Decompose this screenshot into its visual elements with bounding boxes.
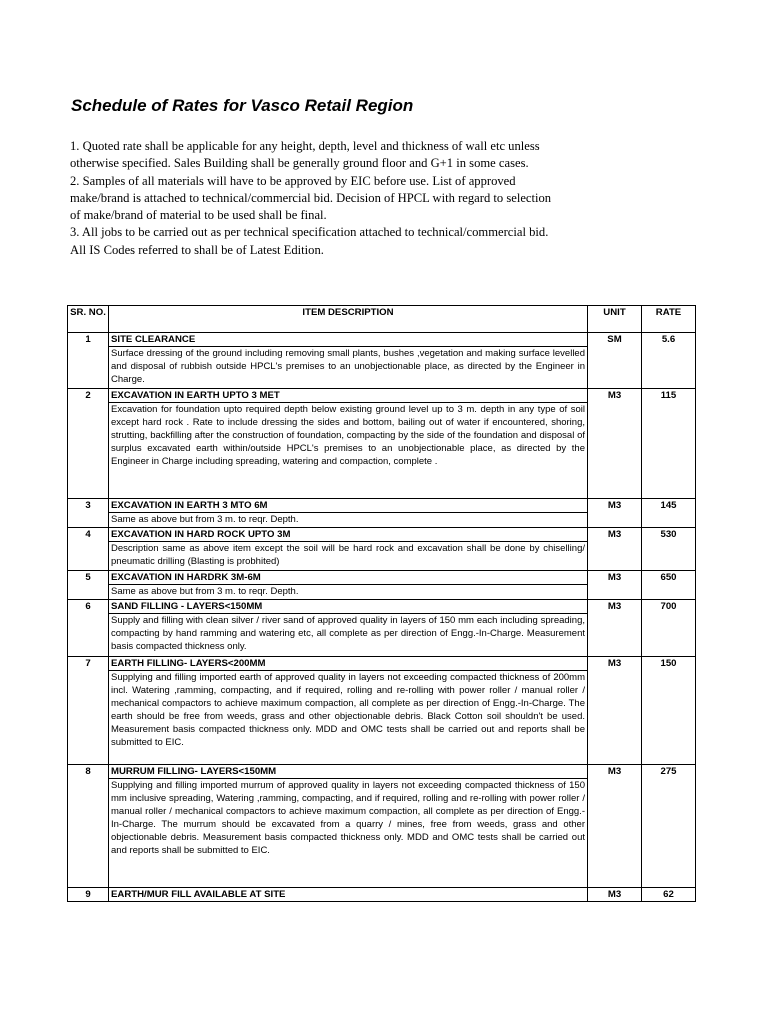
header-unit: UNIT [588,306,642,333]
row-unit: M3 [588,765,642,888]
row-item-description: Excavation for foundation upto required depth below existing ground level up to 3 m. depth in any type of soil except hard rock . Rate to include dressing the sides and bottom, bailing out of water if encountered, shoring, strutting, backfilling after the construction of foundation, compacting by the side of the foundation and disposal of surplus excavated earth within/outside HPCL's premises to an unobjectionable place, as directed by the Engineer in Charge including spreading, watering and compaction, complete . [109,403,588,499]
row-unit: M3 [588,389,642,499]
row-sr-no: 8 [68,765,109,888]
row-rate: 700 [642,600,696,657]
note-item: 1. Quoted rate shall be applicable for any height, depth, level and thickness of wall etc unless otherwise specified. Sales Building shall be generally ground floor and G+1 in some cases. [70,139,540,171]
header-sr-no: SR. NO. [68,306,109,333]
notes-section [70,138,560,259]
row-sr-no: 6 [68,600,109,657]
row-item-description: Surface dressing of the ground including removing small plants, bushes ,vegetation and making surface levelled and disposal of rubbish outside HPCL's premises to an unobjectionable place, as directed by the Engineer in Charge. [109,347,588,389]
row-sr-no: 3 [68,499,109,528]
table-row [68,333,696,347]
row-unit: M3 [588,600,642,657]
row-item-title: EXCAVATION IN EARTH UPTO 3 MET [109,389,588,403]
row-sr-no: 4 [68,528,109,571]
row-item-title: EXCAVATION IN HARDRK 3M-6M [109,571,588,585]
row-rate: 62 [642,888,696,902]
row-item-description: Supplying and filling imported murrum of approved quality in layers not exceeding compacted thickness of 150 mm inclusive spreading, Watering ,ramming, compacting, and if required, rolling and re-rolling with power roller / manual roller / mechanical compactors to achieve maximum compaction, all complete as per direction of Engg.-In-Charge. The murrum should be excavated from a quarry / mines, free from weeds, grass and other objectionable debris. Measurement basis compacted thickness only. MDD and OMC tests shall be carried out and reports shall be submitted to EIC. [109,779,588,888]
row-item-title: SITE CLEARANCE [109,333,588,347]
table-row [68,657,696,671]
row-item-description: Same as above but from 3 m. to reqr. Depth. [109,585,588,600]
row-sr-no: 1 [68,333,109,389]
row-item-title: SAND FILLING - LAYERS<150MM [109,600,588,614]
row-unit: SM [588,333,642,389]
row-sr-no: 7 [68,657,109,765]
table-body [68,333,696,902]
row-item-title: EARTH/MUR FILL AVAILABLE AT SITE [109,888,588,902]
table-row [68,389,696,403]
row-rate: 150 [642,657,696,765]
table-row [68,600,696,614]
row-item-title: MURRUM FILLING- LAYERS<150MM [109,765,588,779]
row-item-title: EARTH FILLING- LAYERS<200MM [109,657,588,671]
row-sr-no: 2 [68,389,109,499]
row-unit: M3 [588,528,642,571]
row-rate: 5.6 [642,333,696,389]
row-rate: 650 [642,571,696,600]
row-sr-no: 5 [68,571,109,600]
row-item-description: Supply and filling with clean silver / river sand of approved quality in layers of 150 mm each including spreading, compacting by hand ramming and watering etc, all complete as per direction of Engg.-In-Charge. Measurement basis compacted thickness only. [109,614,588,657]
schedule-table [67,305,696,902]
table-row [68,499,696,513]
header-item-description: ITEM DESCRIPTION [109,306,588,333]
table-row [68,528,696,542]
row-rate: 530 [642,528,696,571]
row-sr-no: 9 [68,888,109,902]
row-item-description: Description same as above item except the soil will be hard rock and excavation shall be done by chiselling/ pneumatic drilling (Blasting is probhited) [109,542,588,571]
row-rate: 275 [642,765,696,888]
row-rate: 145 [642,499,696,528]
row-item-title: EXCAVATION IN EARTH 3 MTO 6M [109,499,588,513]
row-unit: M3 [588,499,642,528]
table-row [68,571,696,585]
row-item-description: Same as above but from 3 m. to reqr. Depth. [109,513,588,528]
row-item-description: Supplying and filling imported earth of approved quality in layers not exceeding compacted thickness of 200mm incl. Watering ,ramming, compacting, and if required, rolling and re-rolling with power roller / manual roller / mechanical compactors to achieve maximum compaction, all complete as per direction of Engg.-In-Charge. The earth should be free from weeds, grass and other objectionable debris. Black Cotton soil shouldn't be used. Measurement basis compacted thickness only. MDD and OMC tests shall be carried out and reports shall be submitted to EIC. [109,671,588,765]
header-rate: RATE [642,306,696,333]
row-rate: 115 [642,389,696,499]
row-unit: M3 [588,571,642,600]
note-item: 2. Samples of all materials will have to be approved by EIC before use. List of approved make/brand is attached to technical/commercial bid. Decision of HPCL with regard to selection of make/brand of material to be used shall be final. [70,173,552,223]
row-unit: M3 [588,888,642,902]
table-row [68,765,696,779]
row-unit: M3 [588,657,642,765]
table-header-row [68,306,696,333]
page-title: Schedule of Rates for Vasco Retail Region [71,96,414,115]
row-item-title: EXCAVATION IN HARD ROCK UPTO 3M [109,528,588,542]
note-item: 3. All jobs to be carried out as per technical specification attached to technical/commercial bid. All IS Codes referred to shall be of Latest Edition. [70,225,549,257]
table-row [68,888,696,902]
